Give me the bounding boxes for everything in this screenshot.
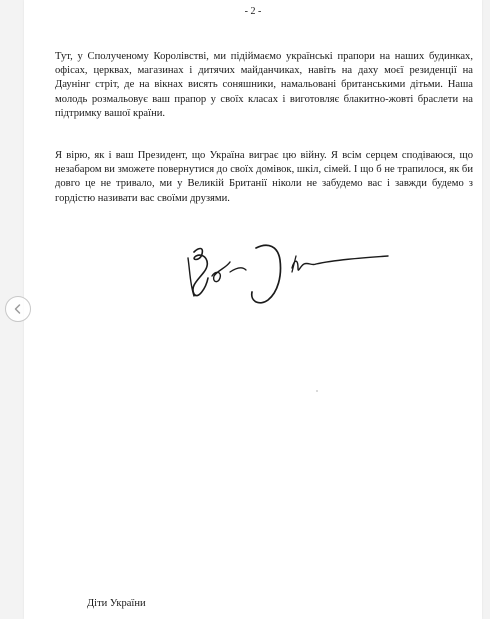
chevron-left-icon [12, 303, 24, 315]
signature-icon [164, 238, 394, 308]
page-number: - 2 - [244, 6, 262, 17]
paper-speck [316, 390, 318, 392]
letter-paragraph-2: Я вірю, як і ваш Президент, що Україна виграє цю війну. Я всім серцем сподіваюся, що незабаром ви зможете повернутися до своїх домівок, шкіл, сімей. І що б не трапилося, як би довго це не тривало, ми у Великій Британії ніколи не забудемо вас і завжди будемо з гордістю називати вас своїми друзями. [55, 150, 473, 204]
carousel-prev-button[interactable] [5, 296, 31, 322]
letter-paragraph-1: Тут, у Сполученому Королівстві, ми підіймаємо українські прапори на наших будинках, офісах, церквах, магазинах і дитячих майданчиках, навіть на даху моєї резиденції на Даунінг стріт, де на вікнах висять соняшники, намальовані британськими дітьми. Наша молодь розмальовує ваш прапор у своїх класах і виготовляє блакитно-жовті браслети на підтримку вашої країни. [55, 51, 473, 119]
closing-line: Діти України [87, 598, 146, 609]
letter-page [24, 0, 482, 619]
